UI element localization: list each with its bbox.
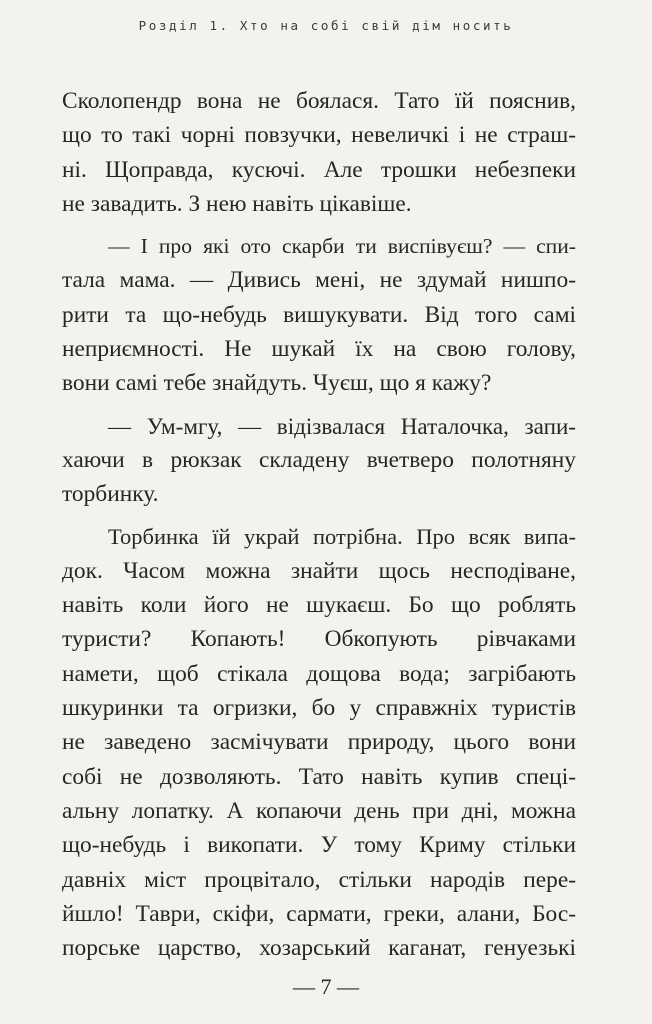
text-line: собі не дозволяють. Тато навіть купив спеці-: [62, 763, 576, 790]
text-line: Торбинка їй украй потрібна. Про всяк випа-: [108, 523, 576, 549]
text-line: док. Часом можна знайти щось несподіване,: [62, 557, 576, 584]
body-text: [62, 84, 576, 965]
text-line: рити та що-небудь вишукувати. Від того самі: [62, 301, 576, 328]
text-line: шкуринки та огризки, бо у справжніх туристів: [62, 695, 576, 722]
page-number: — 7 —: [293, 974, 359, 999]
text-line: Сколопендр вона не боялася. Тато їй пояснив,: [62, 88, 576, 114]
text-line: не завадить. З нею навіть цікавіше.: [62, 190, 412, 217]
text-line: що то такі чорні повзучки, невеличкі і не страш-: [62, 122, 576, 149]
text-line: тала мама. — Дивись мені, не здумай нишпо-: [62, 267, 576, 294]
text-line: не заведено засмічувати природу, цього вони: [62, 729, 576, 756]
running-header: Розділ 1. Хто на собі свій дім носить: [138, 18, 514, 33]
text-line: — Ум-мгу, — відізвалася Наталочка, запи-: [108, 412, 576, 439]
text-line: намети, щоб стікала дощова вода; загрібають: [62, 660, 576, 687]
text-line: давніх міст процвітало, стільки народів пере-: [62, 866, 576, 893]
text-line: хаючи в рюкзак складену вчетверо полотняну: [62, 446, 576, 473]
text-line: альну лопатку. А копаючи день при дні, можна: [62, 797, 576, 824]
text-line: туристи? Копають! Обкопують рівчаками: [62, 626, 576, 653]
text-line: порське царство, хозарський каганат, генуезькі: [62, 935, 576, 962]
text-line: йшло! Таври, скіфи, сармати, греки, алани, Бос-: [62, 900, 576, 927]
text-line: навіть коли його не шукаєш. Бо що роблять: [62, 592, 576, 619]
text-line: вони самі тебе знайдуть. Чуєш, що я кажу?: [62, 370, 492, 397]
text-line: що-небудь і викопати. У тому Криму стільки: [62, 832, 576, 859]
text-line: торбинку.: [62, 481, 159, 508]
text-line: — І про які ото скарби ти виспівуєш? — спи-: [108, 234, 576, 259]
text-line: ні. Щоправда, кусючі. Але трошки небезпеки: [62, 156, 576, 183]
text-line: неприємності. Не шукай їх на свою голову,: [62, 336, 576, 363]
